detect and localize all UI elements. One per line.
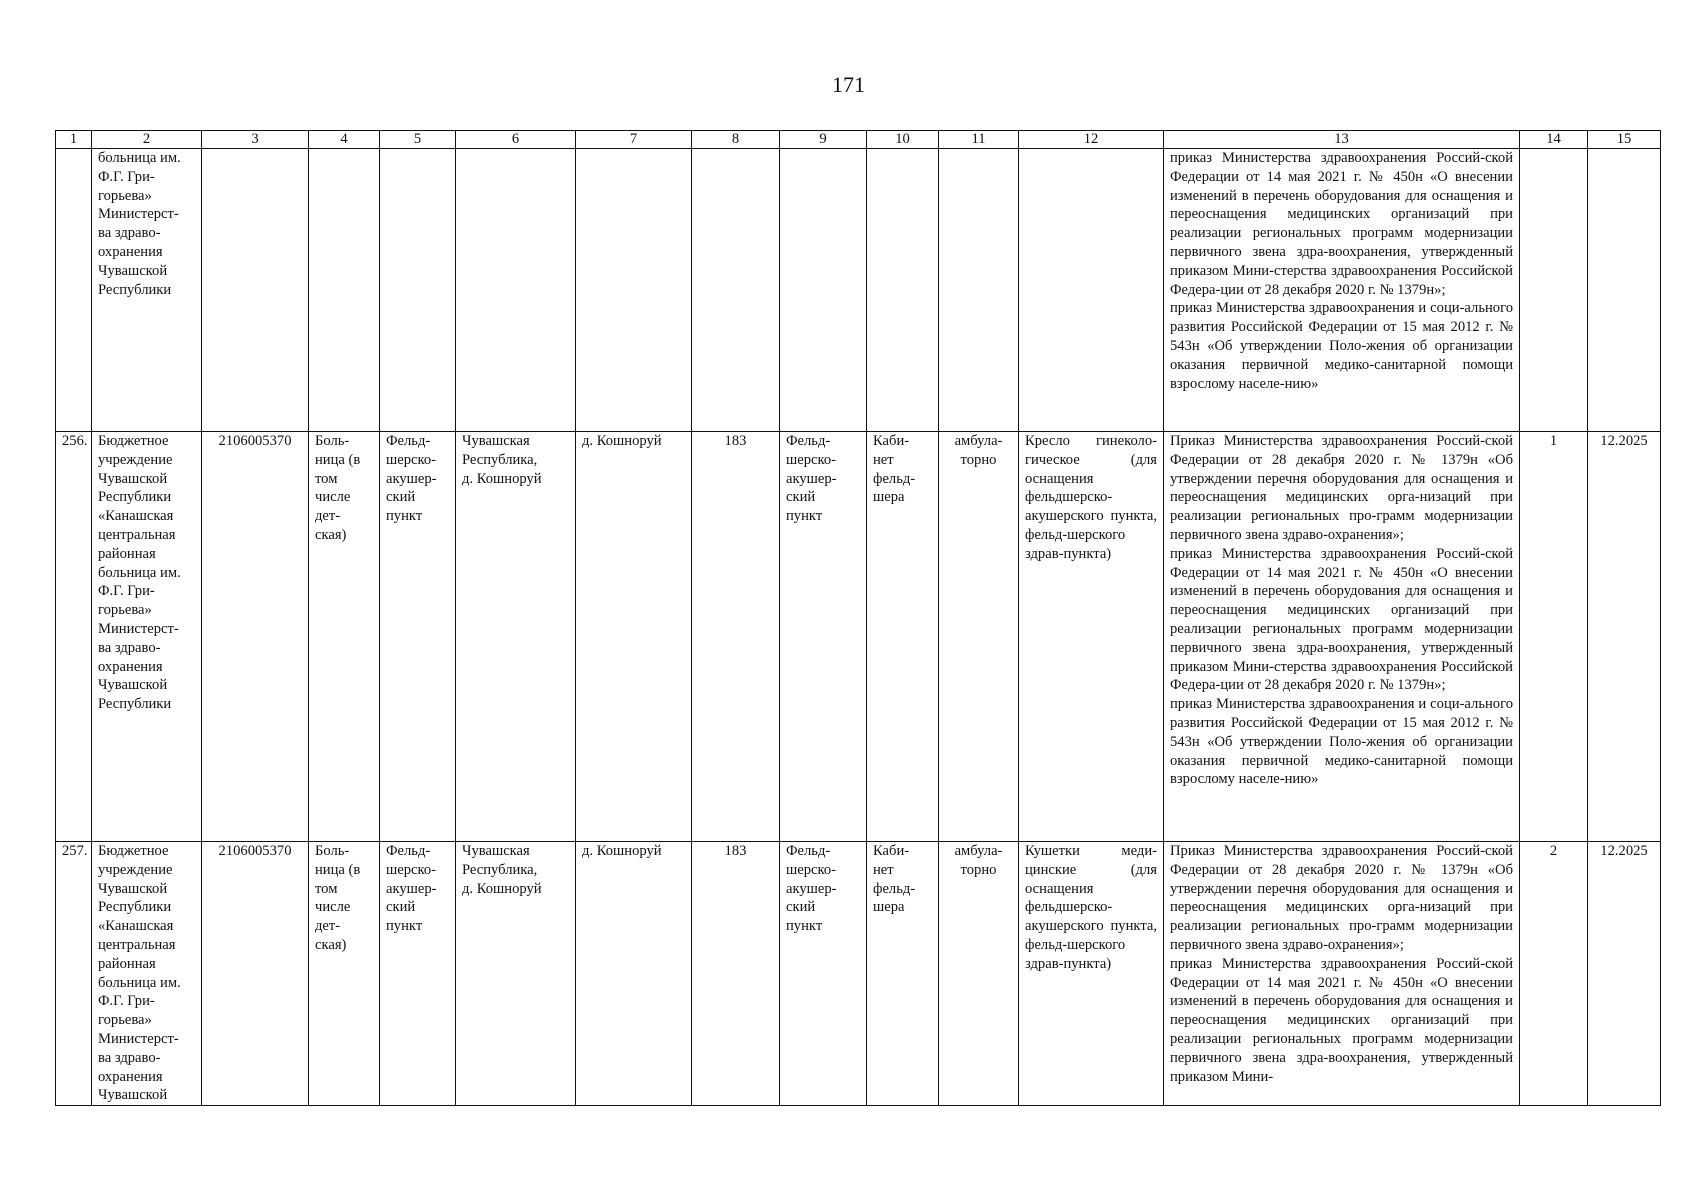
date: [1588, 149, 1661, 432]
institution-type: Боль- ница (в том числе дет- ская): [309, 432, 380, 842]
organization-name: Бюджетное учреждение Чувашской Республики «Канашская центральная районная больница им. Ф.Г. Гри- горьева» Министерст- ва здраво- охранения Чувашской Республики: [92, 432, 202, 842]
quantity: 2: [1520, 842, 1588, 1106]
table-row: [56, 432, 1661, 842]
table-row: [56, 149, 1661, 432]
col-header-10: 10: [867, 131, 939, 149]
equipment: Кресло гинеколо-гическое (для оснащения фельдшерско-акушерского пункта, фельд-шерского здрав-пункта): [1019, 432, 1164, 842]
col-header-6: 6: [456, 131, 576, 149]
care-mode: амбула- торно: [939, 842, 1019, 1106]
unit-type: [380, 149, 456, 432]
equipment: Кушетки меди-цинские (для оснащения фельдшерско-акушерского пункта, фельд-шерского здрав-пункта): [1019, 842, 1164, 1106]
col-header-8: 8: [692, 131, 780, 149]
organization-name: больница им. Ф.Г. Гри- горьева» Министерст- ва здраво- охранения Чувашской Республики: [92, 149, 202, 432]
col-header-7: 7: [576, 131, 692, 149]
care-mode: амбула- торно: [939, 432, 1019, 842]
code: [692, 149, 780, 432]
inn: 2106005370: [202, 842, 309, 1106]
region-address: Чувашская Республика, д. Кошноруй: [456, 432, 576, 842]
col-header-1: 1: [56, 131, 92, 149]
inn: [202, 149, 309, 432]
locality: д. Кошноруй: [576, 432, 692, 842]
locality: д. Кошноруй: [576, 842, 692, 1106]
row-number: 256.: [56, 432, 92, 842]
col-header-11: 11: [939, 131, 1019, 149]
institution-type: [309, 149, 380, 432]
room: Каби- нет фельд- шера: [867, 432, 939, 842]
code: 183: [692, 432, 780, 842]
region-address: [456, 149, 576, 432]
col-header-3: 3: [202, 131, 309, 149]
row-number: 257.: [56, 842, 92, 1106]
col-header-9: 9: [780, 131, 867, 149]
unit-type: Фельд- шерско- акушер- ский пункт: [380, 432, 456, 842]
unit-type: Фельд- шерско- акушер- ский пункт: [380, 842, 456, 1106]
facility: [780, 149, 867, 432]
equipment-table: [55, 130, 1661, 1106]
col-header-12: 12: [1019, 131, 1164, 149]
care-mode: [939, 149, 1019, 432]
date: 12.2025: [1588, 842, 1661, 1106]
date: 12.2025: [1588, 432, 1661, 842]
organization-name: Бюджетное учреждение Чувашской Республики «Канашская центральная районная больница им. Ф.Г. Гри- горьева» Министерст- ва здраво- охранения Чувашской: [92, 842, 202, 1106]
facility: Фельд- шерско- акушер- ский пункт: [780, 842, 867, 1106]
facility: Фельд- шерско- акушер- ский пункт: [780, 432, 867, 842]
room: Каби- нет фельд- шера: [867, 842, 939, 1106]
table-row: [56, 842, 1661, 1106]
legal-basis: Приказ Министерства здравоохранения Россий-ской Федерации от 28 декабря 2020 г. № 1379н «Об утверждении перечня оборудования для оснащения и переоснащения медицинских орга-низаций при реализации региональных про-грамм модернизации первичного звена здраво-охранения»; приказ Министерства здравоохранения Россий-ской Федерации от 14 мая 2021 г. № 450н «О внесении изменений в перечень оборудования для оснащения и переоснащения медицинских организаций при реализации региональных программ модернизации первичного звена здра-воохранения, утвержденный приказом Мини-: [1164, 842, 1520, 1106]
institution-type: Боль- ница (в том числе дет- ская): [309, 842, 380, 1106]
legal-basis: Приказ Министерства здравоохранения Россий-ской Федерации от 28 декабря 2020 г. № 1379н «Об утверждении перечня оборудования для оснащения и переоснащения медицинских орга-низаций при реализации региональных про-грамм модернизации первичного звена здраво-охранения»; приказ Министерства здравоохранения Россий-ской Федерации от 14 мая 2021 г. № 450н «О внесении изменений в перечень оборудования для оснащения и переоснащения медицинских организаций при реализации региональных программ модернизации первичного звена здра-воохранения, утвержденный приказом Мини-стерства здравоохранения Российской Федера-ции от 28 декабря 2020 г. № 1379н»; приказ Министерства здравоохранения и соци-ального развития Российской Федерации от 15 мая 2012 г. № 543н «Об утверждении Поло-жения об организации оказания первичной медико-санитарной помощи взрослому населе-нию»: [1164, 432, 1520, 842]
code: 183: [692, 842, 780, 1106]
col-header-5: 5: [380, 131, 456, 149]
col-header-4: 4: [309, 131, 380, 149]
quantity: [1520, 149, 1588, 432]
col-header-13: 13: [1164, 131, 1520, 149]
legal-basis: приказ Министерства здравоохранения Россий-ской Федерации от 14 мая 2021 г. № 450н «О внесении изменений в перечень оборудования для оснащения и переоснащения медицинских организаций при реализации региональных программ модернизации первичного звена здра-воохранения, утвержденный приказом Мини-стерства здравоохранения Российской Федера-ции от 28 декабря 2020 г. № 1379н»; приказ Министерства здравоохранения и соци-ального развития Российской Федерации от 15 мая 2012 г. № 543н «Об утверждении Поло-жения об организации оказания первичной медико-санитарной помощи взрослому населе-нию»: [1164, 149, 1520, 432]
row-number: [56, 149, 92, 432]
col-header-15: 15: [1588, 131, 1661, 149]
locality: [576, 149, 692, 432]
page-number: 171: [832, 72, 865, 97]
equipment: [1019, 149, 1164, 432]
col-header-14: 14: [1520, 131, 1588, 149]
region-address: Чувашская Республика, д. Кошноруй: [456, 842, 576, 1106]
col-header-2: 2: [92, 131, 202, 149]
inn: 2106005370: [202, 432, 309, 842]
header-row: [56, 131, 1661, 149]
room: [867, 149, 939, 432]
quantity: 1: [1520, 432, 1588, 842]
